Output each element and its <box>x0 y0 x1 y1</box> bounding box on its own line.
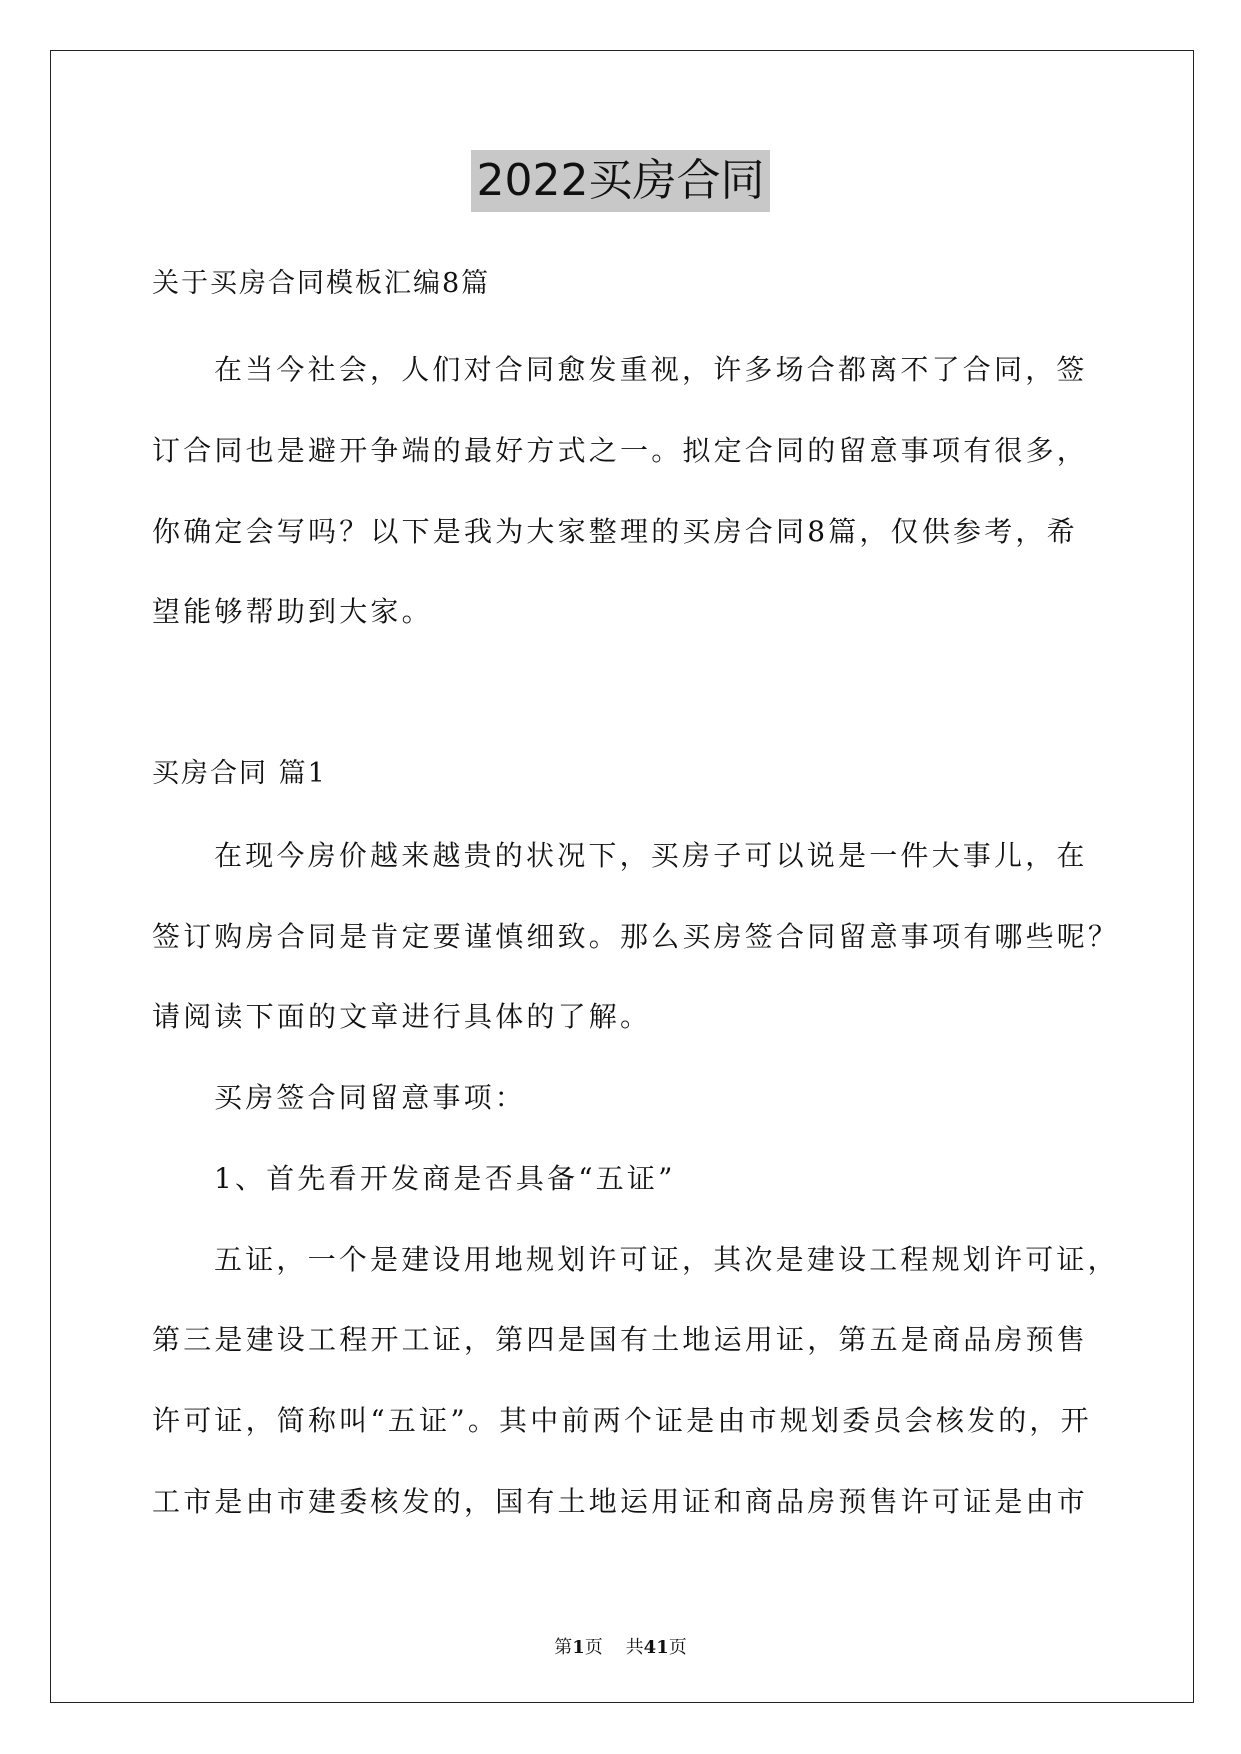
footer-page-prefix: 第 <box>554 1637 573 1658</box>
section-line-8: 许可证，简称叫“五证”。其中前两个证是由市规划委员会核发的，开 <box>152 1404 1092 1437</box>
section-line-9: 工市是由市建委核发的，国有土地运用证和商品房预售许可证是由市 <box>152 1485 1089 1518</box>
footer-page-suffix: 页 <box>668 1637 687 1658</box>
section-line-7: 第三是建设工程开工证，第四是国有土地运用证，第五是商品房预售 <box>152 1323 1089 1356</box>
intro-line-2: 订合同也是避开争端的最好方式之一。拟定合同的留意事项有很多， <box>152 434 1089 467</box>
page-footer <box>0 1636 1241 1660</box>
footer-page-current: 1 <box>572 1637 585 1658</box>
intro-line-1: 在当今社会，人们对合同愈发重视，许多场合都离不了合同，签 <box>214 353 1088 386</box>
footer-page-mid: 页 共 <box>584 1637 644 1658</box>
section-line-1: 在现今房价越来越贵的状况下，买房子可以说是一件大事儿，在 <box>214 839 1088 872</box>
section-line-2: 签订购房合同是肯定要谨慎细致。那么买房签合同留意事项有哪些呢？ <box>152 920 1120 953</box>
section-line-6: 五证，一个是建设用地规划许可证，其次是建设工程规划许可证， <box>214 1243 1119 1276</box>
intro-line-3: 你确定会写吗？以下是我为大家整理的买房合同8篇，仅供参考，希 <box>152 515 1078 548</box>
intro-line-4: 望能够帮助到大家。 <box>152 595 433 628</box>
section-line-3: 请阅读下面的文章进行具体的了解。 <box>152 1000 652 1033</box>
title-wrap <box>0 150 1241 212</box>
footer-page-total: 41 <box>643 1637 669 1658</box>
section-line-5: 1、首先看开发商是否具备“五证” <box>214 1162 676 1195</box>
section-heading: 买房合同 篇1 <box>152 758 327 789</box>
document-subtitle: 关于买房合同模板汇编8篇 <box>152 268 491 299</box>
section-line-4: 买房签合同留意事项： <box>214 1081 527 1114</box>
document-title: 2022买房合同 <box>471 150 771 212</box>
